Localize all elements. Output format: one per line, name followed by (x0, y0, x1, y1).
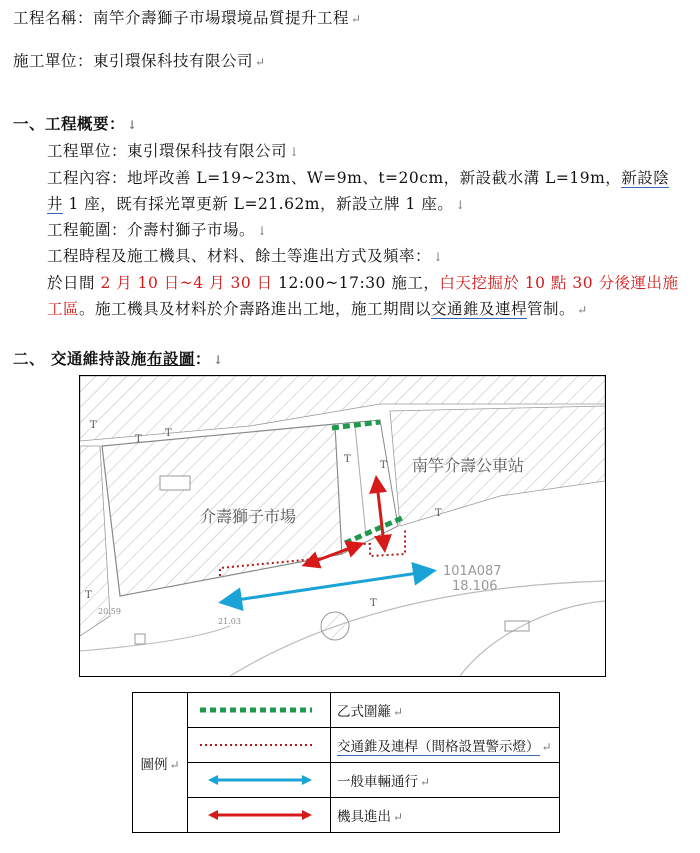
t-mark: T (85, 590, 92, 601)
t-mark: T (344, 454, 351, 465)
schedule-dig-note-end: 工區 (47, 300, 80, 318)
schedule-text-b: 12:00~17:30 施工， (272, 274, 440, 292)
content-line-1 (47, 166, 669, 188)
section1-title-line (13, 112, 138, 134)
unit-line (47, 139, 300, 161)
line-break-mark: ↓ (433, 250, 444, 264)
legend-label-cones: 交通錐及連桿（間格設置警示燈） ↵ (331, 728, 560, 763)
general-traffic-arrow (230, 572, 425, 601)
content-text-2: 1 座，既有採光罩更新 L=21.62m，新設立牌 1 座。 (63, 195, 454, 213)
project-name-line (13, 6, 362, 28)
content-underlined-2: 井 (47, 195, 64, 213)
content-line-2 (47, 192, 466, 214)
schedule-line-1 (47, 271, 679, 293)
legend-label-traffic: 一般車輛通行 ↵ (331, 763, 560, 798)
section2-title: 二、 交通維持設施 (13, 349, 147, 368)
paragraph-mark: ↵ (169, 757, 180, 772)
legend-symbol-traffic (188, 763, 331, 798)
schedule-title: 工程時程及施工機具、材料、餘土等進出方式及頻率： (47, 247, 432, 265)
legend-symbol-cones (188, 728, 331, 763)
section2-title-line (13, 347, 224, 369)
content-text-1: 工程內容：地坪改善 L=19~23m、W=9m、t=20cm，新設截水溝 L=19m， (47, 169, 622, 187)
contractor: 施工單位：東引環保科技有限公司 (13, 52, 254, 70)
paragraph-mark: ↵ (393, 705, 404, 719)
contractor-line (13, 49, 266, 71)
section2-title-underlined: 布設圖 (146, 349, 195, 368)
legend-label-fence: 乙式圍籬 ↵ (331, 693, 560, 728)
market-inner-box (160, 476, 190, 490)
t-mark: T (165, 428, 172, 439)
market-label: 介壽獅子市場 (200, 507, 297, 526)
schedule-title-line (47, 244, 444, 266)
t-mark: T (370, 598, 377, 609)
bus-station-label: 南竿介壽公車站 (412, 456, 525, 475)
site-map (80, 376, 605, 676)
paragraph-mark: ↵ (255, 55, 266, 69)
section1-title: 一、工程概要： (13, 114, 126, 133)
paragraph-mark: ↵ (541, 740, 552, 754)
legend-symbol-fence (188, 693, 331, 728)
scope-line (47, 218, 268, 240)
schedule-dates: 2 月 10 日~4 月 30 日 (100, 274, 273, 292)
t-mark: T (435, 508, 442, 519)
paragraph-mark: ↵ (393, 810, 404, 824)
schedule-text-a: 於日間 (47, 274, 101, 292)
content-underlined: 新設陰 (621, 169, 670, 187)
paragraph-mark: ↵ (577, 303, 588, 317)
project-name: 工程名稱：南竿介壽獅子市場環境品質提升工程 (13, 9, 350, 27)
schedule-text-d: 管制。 (527, 300, 576, 318)
line-break-mark: ↓ (289, 145, 300, 159)
code-label-2: 18.106 (452, 579, 498, 594)
line-break-mark: ↓ (127, 118, 138, 132)
elevation-label-2: 21.03 (218, 617, 241, 626)
elevation-label-1: 20.59 (98, 607, 121, 616)
scope-text: 工程範圍：介壽村獅子市場。 (47, 221, 256, 239)
t-mark: T (380, 460, 387, 471)
line-break-mark: ↓ (257, 224, 268, 238)
legend-symbol-machinery (188, 798, 331, 833)
paragraph-mark: ↵ (351, 12, 362, 26)
paragraph-mark: ↵ (420, 775, 431, 789)
legend-title: 圖例 (140, 756, 168, 773)
schedule-line-2 (47, 297, 588, 319)
section2-title-end: ： (194, 349, 211, 368)
t-mark: T (135, 434, 142, 445)
schedule-dig-note: 白天挖掘於 10 點 30 分後運出施 (439, 274, 679, 292)
project-unit: 工程單位：東引環保科技有限公司 (47, 142, 288, 160)
traffic-plan-diagram (79, 375, 606, 677)
legend-label-machinery: 機具進出 ↵ (331, 798, 560, 833)
schedule-cones: 交通錐及連桿 (431, 300, 528, 318)
code-label-1: 101A087 (443, 564, 502, 579)
schedule-text-c: 。施工機具及材料於介壽路進出工地，施工期間以 (79, 300, 432, 318)
line-break-mark: ↓ (212, 353, 224, 367)
t-mark: T (90, 420, 97, 431)
legend-table (132, 692, 560, 833)
legend-title-cell (133, 693, 188, 833)
line-break-mark: ↓ (455, 198, 466, 212)
